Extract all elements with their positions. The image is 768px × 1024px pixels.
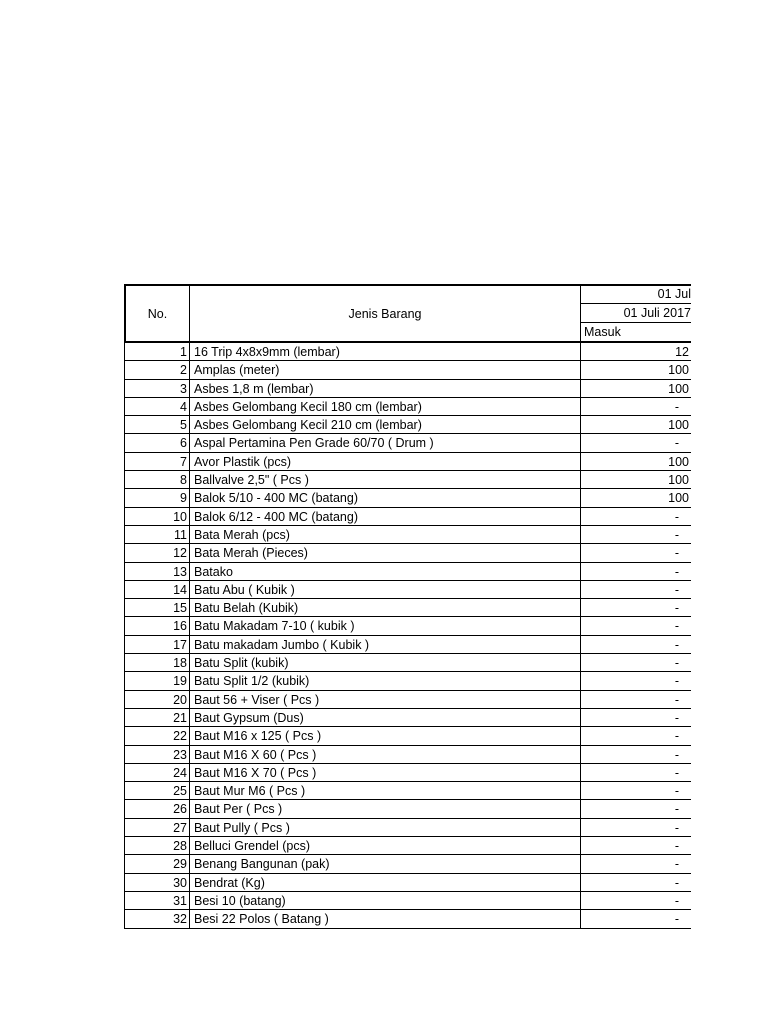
table-row bbox=[124, 434, 691, 452]
table-row bbox=[124, 453, 691, 471]
row-number: 11 bbox=[124, 526, 190, 543]
masuk-value: - bbox=[674, 839, 679, 854]
item-name: Avor Plastik (pcs) bbox=[190, 453, 581, 470]
masuk-value: 100 bbox=[668, 418, 689, 433]
row-number: 15 bbox=[124, 599, 190, 616]
table-row bbox=[124, 837, 691, 855]
masuk-value: - bbox=[674, 802, 679, 817]
item-name: Baut M16 x 125 ( Pcs ) bbox=[190, 727, 581, 744]
row-number: 6 bbox=[124, 434, 190, 451]
item-name: 16 Trip 4x8x9mm (lembar) bbox=[190, 343, 581, 360]
item-name: Baut M16 X 60 ( Pcs ) bbox=[190, 746, 581, 763]
item-name: Bendrat (Kg) bbox=[190, 874, 581, 891]
masuk-value: 12 bbox=[675, 345, 689, 359]
row-number: 4 bbox=[124, 398, 190, 415]
row-number: 5 bbox=[124, 416, 190, 433]
masuk-value: - bbox=[674, 820, 679, 835]
masuk-value: - bbox=[674, 747, 679, 762]
item-name: Batu Abu ( Kubik ) bbox=[190, 581, 581, 598]
row-number: 28 bbox=[124, 837, 190, 854]
row-number: 1 bbox=[124, 343, 190, 360]
masuk-value: 100 bbox=[668, 491, 689, 506]
table-row bbox=[124, 471, 691, 489]
row-number: 26 bbox=[124, 800, 190, 817]
row-number: 24 bbox=[124, 764, 190, 781]
masuk-value: - bbox=[674, 564, 679, 579]
row-number: 25 bbox=[124, 782, 190, 799]
table-row bbox=[124, 544, 691, 562]
row-number: 30 bbox=[124, 874, 190, 891]
table-row bbox=[124, 672, 691, 690]
item-name: Bata Merah (Pieces) bbox=[190, 544, 581, 561]
item-name: Asbes 1,8 m (lembar) bbox=[190, 380, 581, 397]
masuk-value: - bbox=[674, 656, 679, 671]
masuk-value: - bbox=[674, 582, 679, 597]
row-number: 2 bbox=[124, 361, 190, 378]
masuk-value: - bbox=[674, 857, 679, 872]
header-masuk: Masuk bbox=[584, 325, 621, 340]
header-no: No. bbox=[124, 286, 190, 342]
masuk-value: - bbox=[674, 436, 679, 451]
table-row bbox=[124, 416, 691, 434]
masuk-value: - bbox=[674, 784, 679, 799]
masuk-value: - bbox=[674, 619, 679, 634]
row-number: 29 bbox=[124, 855, 190, 872]
item-name: Baut Gypsum (Dus) bbox=[190, 709, 581, 726]
table-row bbox=[124, 398, 691, 416]
row-number: 20 bbox=[124, 691, 190, 708]
masuk-value: - bbox=[674, 527, 679, 542]
table-row bbox=[124, 800, 691, 818]
table-row bbox=[124, 380, 691, 398]
table-row bbox=[124, 709, 691, 727]
table-row bbox=[124, 746, 691, 764]
table-row bbox=[124, 892, 691, 910]
masuk-value: - bbox=[674, 399, 679, 414]
table-row bbox=[124, 855, 691, 873]
item-name: Balok 6/12 - 400 MC (batang) bbox=[190, 508, 581, 525]
row-number: 32 bbox=[124, 910, 190, 927]
item-name: Benang Bangunan (pak) bbox=[190, 855, 581, 872]
row-number: 12 bbox=[124, 544, 190, 561]
item-name: Baut Pully ( Pcs ) bbox=[190, 819, 581, 836]
row-number: 3 bbox=[124, 380, 190, 397]
masuk-value: - bbox=[674, 546, 679, 561]
table-row bbox=[124, 508, 691, 526]
table-body bbox=[124, 343, 691, 929]
row-number: 18 bbox=[124, 654, 190, 671]
table-row bbox=[124, 782, 691, 800]
item-name: Baut M16 X 70 ( Pcs ) bbox=[190, 764, 581, 781]
row-number: 10 bbox=[124, 508, 190, 525]
item-name: Besi 10 (batang) bbox=[190, 892, 581, 909]
table-row bbox=[124, 526, 691, 544]
item-name: Besi 22 Polos ( Batang ) bbox=[190, 910, 581, 927]
item-name: Batu Makadam 7-10 ( kubik ) bbox=[190, 617, 581, 634]
header-date-top: 01 Jul bbox=[581, 286, 691, 304]
item-name: Baut Per ( Pcs ) bbox=[190, 800, 581, 817]
masuk-value: - bbox=[674, 729, 679, 744]
item-name: Ballvalve 2,5" ( Pcs ) bbox=[190, 471, 581, 488]
masuk-value: - bbox=[674, 692, 679, 707]
masuk-value: 100 bbox=[668, 473, 689, 488]
row-number: 31 bbox=[124, 892, 190, 909]
table-row bbox=[124, 343, 691, 361]
masuk-value: 100 bbox=[668, 454, 689, 469]
row-number: 7 bbox=[124, 453, 190, 470]
row-number: 9 bbox=[124, 489, 190, 506]
row-number: 19 bbox=[124, 672, 190, 689]
item-name: Batu makadam Jumbo ( Kubik ) bbox=[190, 636, 581, 653]
table-row bbox=[124, 691, 691, 709]
table-row bbox=[124, 563, 691, 581]
item-name: Aspal Pertamina Pen Grade 60/70 ( Drum ) bbox=[190, 434, 581, 451]
item-name: Baut Mur M6 ( Pcs ) bbox=[190, 782, 581, 799]
row-number: 21 bbox=[124, 709, 190, 726]
row-number: 8 bbox=[124, 471, 190, 488]
table-row bbox=[124, 910, 691, 928]
item-name: Baut 56 + Viser ( Pcs ) bbox=[190, 691, 581, 708]
item-name: Batu Split (kubik) bbox=[190, 654, 581, 671]
masuk-value: - bbox=[674, 765, 679, 780]
item-name: Batu Belah (Kubik) bbox=[190, 599, 581, 616]
table-row bbox=[124, 636, 691, 654]
row-number: 16 bbox=[124, 617, 190, 634]
masuk-value: - bbox=[674, 912, 679, 927]
row-number: 23 bbox=[124, 746, 190, 763]
masuk-value: - bbox=[674, 637, 679, 652]
item-name: Asbes Gelombang Kecil 210 cm (lembar) bbox=[190, 416, 581, 433]
row-number: 22 bbox=[124, 727, 190, 744]
item-name: Batako bbox=[190, 563, 581, 580]
masuk-value: 100 bbox=[668, 363, 689, 378]
table-row bbox=[124, 727, 691, 745]
masuk-value: - bbox=[674, 509, 679, 524]
masuk-value: - bbox=[674, 601, 679, 616]
table-row bbox=[124, 361, 691, 379]
table-row bbox=[124, 874, 691, 892]
row-number: 13 bbox=[124, 563, 190, 580]
header-jenis-barang: Jenis Barang bbox=[190, 286, 581, 342]
masuk-value: - bbox=[674, 875, 679, 890]
table-row bbox=[124, 617, 691, 635]
header-date-sub: 01 Juli 2017 bbox=[581, 304, 691, 323]
masuk-value: - bbox=[674, 893, 679, 908]
table-row bbox=[124, 489, 691, 507]
masuk-value: 100 bbox=[668, 381, 689, 396]
row-number: 14 bbox=[124, 581, 190, 598]
row-number: 27 bbox=[124, 819, 190, 836]
row-number: 17 bbox=[124, 636, 190, 653]
item-name: Batu Split 1/2 (kubik) bbox=[190, 672, 581, 689]
table-row bbox=[124, 764, 691, 782]
item-name: Amplas (meter) bbox=[190, 361, 581, 378]
item-name: Asbes Gelombang Kecil 180 cm (lembar) bbox=[190, 398, 581, 415]
table-header bbox=[124, 286, 691, 342]
table-row bbox=[124, 819, 691, 837]
masuk-value: - bbox=[674, 674, 679, 689]
item-name: Balok 5/10 - 400 MC (batang) bbox=[190, 489, 581, 506]
item-name: Bata Merah (pcs) bbox=[190, 526, 581, 543]
item-name: Belluci Grendel (pcs) bbox=[190, 837, 581, 854]
table-row bbox=[124, 654, 691, 672]
masuk-value: - bbox=[674, 710, 679, 725]
table-row bbox=[124, 581, 691, 599]
table-row bbox=[124, 599, 691, 617]
